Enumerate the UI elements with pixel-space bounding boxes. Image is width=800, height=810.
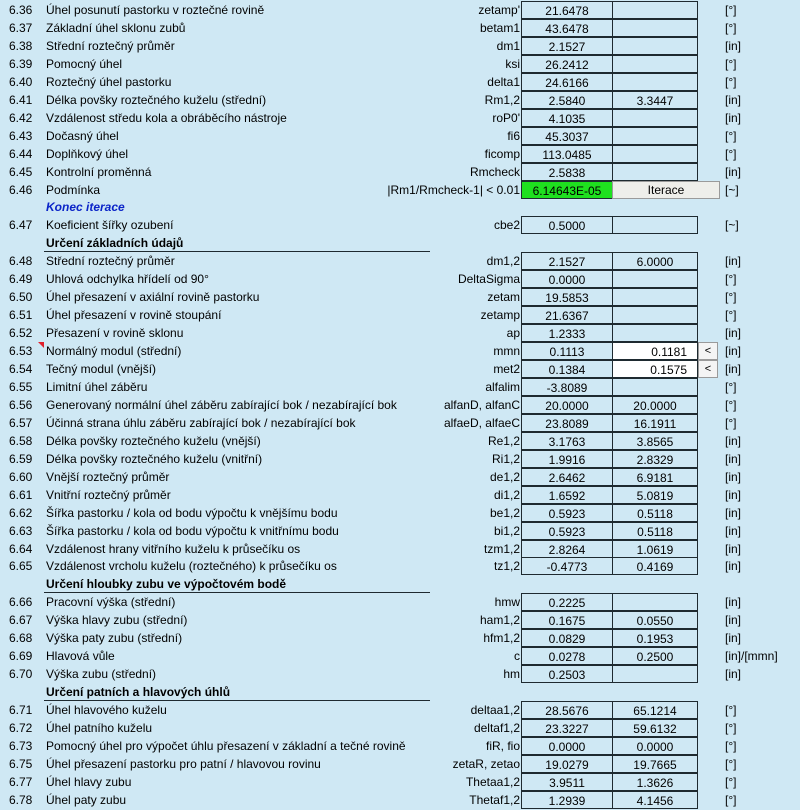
row-number: 6.40 [9,74,33,89]
row-number: 6.54 [9,362,33,376]
row-unit: [in] [725,326,742,341]
row-symbol: zetam [487,290,520,305]
row-unit: [°] [725,792,737,807]
row-description: Úhel hlavového kuželu [46,703,167,718]
row-description: Úhel hlavy zubu [46,774,132,789]
value-cell-2 [612,1,698,19]
iteration-end-label: Konec iterace [46,200,125,215]
row-unit: [in] [725,92,742,107]
row-symbol: Thetaf1,2 [469,792,520,807]
value-cell-1: 1.2939 [521,791,613,809]
row-symbol: alfalim [485,379,520,394]
row-number: 6.69 [9,649,33,664]
table-row [0,270,800,288]
iterace-button[interactable]: Iterace [612,181,720,199]
value-cell-2: 3.8565 [612,432,698,450]
table-row [0,55,800,73]
row-symbol: Rm1,2 [484,92,520,107]
value-cell-2 [612,665,698,683]
row-symbol: hfm1,2 [483,631,520,646]
table-row [0,91,800,109]
table-row [0,252,800,270]
row-number: 6.71 [9,703,33,718]
value-cell-2 [612,127,698,145]
row-number: 6.47 [9,218,33,233]
row-number: 6.63 [9,523,33,538]
row-description: Dočasný úhel [46,128,119,143]
row-symbol: deltaf1,2 [473,721,520,735]
table-row [0,522,800,540]
value-cell-2: 4.1456 [612,791,698,809]
row-description: Generovaný normální úhel záběru zabírající bok / nezabírající bok [46,397,397,412]
table-row [0,306,800,324]
row-unit: [in] [725,541,742,556]
row-unit: [°] [725,738,737,753]
table-row [0,468,800,486]
row-number: 6.64 [9,541,33,556]
section-heading: Určení základních údajů [46,236,184,251]
table-row [0,683,800,701]
table-row [0,701,800,719]
value-cell-2 [612,73,698,91]
row-number: 6.65 [9,559,33,574]
row-number: 6.49 [9,272,33,287]
value-cell-2: 6.0000 [612,252,698,270]
row-number: 6.77 [9,774,33,789]
table-row [0,629,800,647]
row-unit: [in] [725,613,742,628]
table-row [0,755,800,773]
table-row [0,234,800,252]
table-row [0,342,800,360]
copy-left-button[interactable]: < [698,342,718,360]
row-description: Střední roztečný průměr [46,38,175,53]
row-description: Úhel přesazení v rovině stoupání [46,308,222,323]
row-number: 6.66 [9,595,33,610]
row-unit: [in] [725,164,742,179]
row-number: 6.73 [9,738,33,753]
table-row [0,37,800,55]
row-unit: [in] [725,631,742,646]
row-number: 6.61 [9,487,33,502]
row-description: Šířka pastorku / kola od bodu výpočtu k vnitřnímu bodu [46,523,339,538]
row-unit: [°] [725,128,737,143]
value-cell-1: 0.0829 [521,629,613,647]
row-unit: [°] [725,3,737,17]
row-unit: [°] [725,74,737,89]
table-row [0,719,800,737]
row-symbol: zetamp [480,308,520,323]
value-cell-2 [612,55,698,73]
row-unit: [°] [725,756,737,771]
table-row [0,450,800,468]
row-number: 6.55 [9,379,33,394]
value-cell-1: 113.0485 [521,145,613,163]
value-cell-1: 0.5923 [521,504,613,522]
copy-left-button[interactable]: < [698,360,718,378]
value-cell-2: 16.1911 [612,414,698,432]
value-cell-2 [612,145,698,163]
row-description: Vzdálenost vrcholu kuželu (roztečného) k průsečíku os [46,559,337,574]
value-cell-2 [612,306,698,324]
value-cell-2: 0.5118 [612,504,698,522]
value-cell-1: 2.1527 [521,252,613,270]
row-number: 6.53 [9,344,33,359]
table-row [0,737,800,755]
row-description: Koeficient šířky ozubení [46,218,174,233]
row-description: Základní úhel sklonu zubů [46,20,186,35]
row-description: Podmínka [46,182,101,197]
row-symbol: roP0' [492,110,520,125]
row-symbol: Re1,2 [487,433,520,448]
value-cell-2: 0.4169 [612,557,698,575]
value-cell-1: 0.1113 [521,342,613,360]
row-number: 6.50 [9,290,33,305]
row-unit: [in] [725,505,742,520]
table-row [0,432,800,450]
row-number: 6.45 [9,164,33,179]
value-cell-2: 19.7665 [612,755,698,773]
row-number: 6.67 [9,613,33,628]
row-number: 6.44 [9,146,33,161]
table-row [0,378,800,396]
table-row [0,773,800,791]
row-number: 6.75 [9,756,33,771]
value-cell-1: 0.0278 [521,647,613,665]
value-cell-2: 59.6132 [612,719,698,737]
value-cell-1: 4.1035 [521,109,613,127]
row-symbol: ksi [505,56,520,71]
row-description: Úhel paty zubu [46,792,127,807]
table-row [0,486,800,504]
row-description: Kontrolní proměnná [46,164,152,179]
table-row [0,288,800,306]
value-cell-1: 2.5838 [521,163,613,181]
section-heading: Určení hloubky zubu ve výpočtovém bodě [46,577,287,592]
value-cell-1: 2.6462 [521,468,613,486]
row-number: 6.60 [9,469,33,484]
row-symbol: alfaeD, alfaeC [443,415,520,430]
value-cell-1: 0.2225 [521,593,613,611]
value-cell-1: 45.3037 [521,127,613,145]
row-symbol: tz1,2 [493,559,520,574]
row-number: 6.42 [9,110,33,125]
value-cell-1: 21.6367 [521,306,613,324]
row-unit: [in] [725,667,742,682]
table-row [0,504,800,522]
value-cell-2: 20.0000 [612,396,698,414]
row-symbol: zetaR, zetao [452,756,520,771]
row-unit: [°] [725,379,737,394]
value-cell-1: -3.8089 [521,378,613,396]
row-symbol: betam1 [479,20,520,35]
row-unit: [in] [725,469,742,484]
row-unit: [in] [725,433,742,448]
row-number: 6.39 [9,56,33,71]
row-description: Délka povšky roztečného kuželu (vnitřní) [46,451,263,466]
table-row [0,414,800,432]
value-cell-1: 1.9916 [521,450,613,468]
table-row [0,593,800,611]
row-symbol: c [514,649,520,664]
row-symbol: cbe2 [493,218,520,233]
row-symbol: mmn [493,344,520,359]
row-symbol: ap [506,326,520,341]
table-row [0,540,800,558]
row-unit: [°] [725,397,737,412]
row-symbol: ficomp [484,146,520,161]
value-cell-1: 6.14643E-05 [521,181,613,199]
value-cell-2 [612,270,698,288]
row-unit: [°] [725,20,737,35]
value-cell-1: -0.4773 [521,557,613,575]
value-cell-1: 19.5853 [521,288,613,306]
table-row [0,198,800,216]
table-row [0,575,800,593]
value-cell-2: 0.5118 [612,522,698,540]
section-heading: Určení patních a hlavových úhlů [46,685,231,700]
table-row [0,1,800,19]
value-cell-2: 3.3447 [612,91,698,109]
table-row [0,163,800,181]
value-input-2[interactable]: 0.1575 [612,360,698,378]
table-row [0,665,800,683]
row-description: Vnější roztečný průměr [46,469,170,484]
row-unit: [in] [725,38,742,53]
row-description: Vzdálenost středu kola a obráběcího nástroje [46,110,287,125]
row-unit: [in] [725,362,742,376]
table-row [0,145,800,163]
table-row [0,647,800,665]
value-cell-1: 1.6592 [521,486,613,504]
value-cell-2: 0.0000 [612,737,698,755]
value-cell-2 [612,288,698,306]
row-description: Délka povšky roztečného kuželu (vnější) [46,433,261,448]
table-row [0,73,800,91]
value-cell-1: 20.0000 [521,396,613,414]
row-number: 6.36 [9,3,33,17]
row-unit: [°] [725,415,737,430]
value-cell-1: 23.3227 [521,719,613,737]
row-unit: [°] [725,703,737,718]
value-cell-1: 0.5000 [521,216,613,234]
value-cell-2: 1.0619 [612,540,698,558]
row-unit: [°] [725,56,737,71]
row-description: Limitní úhel záběru [46,379,148,394]
row-number: 6.58 [9,433,33,448]
value-cell-1: 24.6166 [521,73,613,91]
value-cell-1: 0.1384 [521,360,613,378]
row-description: Úhel patního kuželu [46,721,153,735]
row-number: 6.52 [9,326,33,341]
row-symbol: deltaa1,2 [470,703,520,718]
row-description: Normálný modul (střední) [46,344,182,359]
row-number: 6.59 [9,451,33,466]
row-symbol: zetamp' [478,3,520,17]
value-cell-1: 28.5676 [521,701,613,719]
row-number: 6.38 [9,38,33,53]
row-unit: [in] [725,110,742,125]
row-unit: [°] [725,308,737,323]
value-cell-1: 0.1675 [521,611,613,629]
table-row [0,324,800,342]
value-cell-2: 0.0550 [612,611,698,629]
row-symbol: dm1 [496,38,520,53]
value-cell-2 [612,37,698,55]
row-unit: [°] [725,721,737,735]
row-number: 6.72 [9,721,33,735]
value-cell-1: 26.2412 [521,55,613,73]
row-number: 6.62 [9,505,33,520]
value-cell-1: 21.6478 [521,1,613,19]
row-symbol: hmw [494,595,520,610]
value-cell-2 [612,163,698,181]
row-description: Šířka pastorku / kola od bodu výpočtu k vnějšímu bodu [46,505,338,520]
row-unit: [in]/[mmn] [725,649,778,664]
row-number: 6.57 [9,415,33,430]
row-number: 6.70 [9,667,33,682]
table-row [0,127,800,145]
row-unit: [~] [725,218,739,233]
row-symbol: fi6 [507,128,520,143]
row-number: 6.56 [9,397,33,412]
row-description: Přesazení v rovině sklonu [46,326,184,341]
value-cell-2 [612,324,698,342]
row-number: 6.37 [9,20,33,35]
table-row [0,611,800,629]
table-row [0,181,800,199]
row-symbol: Rmcheck [469,164,520,179]
value-cell-1: 0.2503 [521,665,613,683]
value-cell-2 [612,593,698,611]
value-cell-2: 1.3626 [612,773,698,791]
row-symbol: met2 [493,362,520,376]
row-description: Vnitřní roztečný průměr [46,487,171,502]
value-cell-1: 0.5923 [521,522,613,540]
value-cell-2: 5.0819 [612,486,698,504]
row-description: Tečný modul (vnější) [46,362,157,376]
value-cell-1: 0.0000 [521,270,613,288]
row-number: 6.41 [9,92,33,107]
row-unit: [°] [725,146,737,161]
row-description: Výška zubu (střední) [46,667,157,682]
row-symbol: |Rm1/Rmcheck-1| < 0.01 [387,182,520,197]
row-description: Vzdálenost hrany vitřního kuželu k průsečíku os [46,541,301,556]
value-cell-1: 1.2333 [521,324,613,342]
row-symbol: di1,2 [493,487,520,502]
table-row [0,557,800,575]
row-symbol: be1,2 [489,505,520,520]
row-symbol: fiR, fio [485,738,520,753]
row-number: 6.68 [9,631,33,646]
value-cell-2: 65.1214 [612,701,698,719]
value-cell-2: 0.1953 [612,629,698,647]
row-unit: [in] [725,559,742,574]
row-unit: [°] [725,774,737,789]
row-unit: [in] [725,344,742,359]
row-number: 6.46 [9,182,33,197]
value-cell-2 [612,109,698,127]
row-symbol: Thetaa1,2 [465,774,520,789]
value-cell-1: 43.6478 [521,19,613,37]
row-unit: [in] [725,254,742,269]
value-cell-2: 6.9181 [612,468,698,486]
value-cell-1: 19.0279 [521,755,613,773]
row-symbol: dm1,2 [486,254,520,269]
value-cell-2: 2.8329 [612,450,698,468]
value-cell-1: 23.8089 [521,414,613,432]
table-row [0,360,800,378]
row-symbol: bi1,2 [493,523,520,538]
value-cell-1: 0.0000 [521,737,613,755]
row-unit: [in] [725,487,742,502]
value-cell-1: 2.8264 [521,540,613,558]
value-cell-2 [612,216,698,234]
row-symbol: ham1,2 [479,613,520,628]
row-description: Účinná strana úhlu záběru zabírající bok / nezabírající bok [46,415,356,430]
value-cell-2 [612,378,698,396]
row-symbol: hm [503,667,520,682]
row-symbol: tzm1,2 [483,541,520,556]
row-description: Pomocný úhel [46,56,123,71]
value-cell-1: 2.5840 [521,91,613,109]
row-description: Doplňkový úhel [46,146,129,161]
value-cell-2 [612,19,698,37]
row-description: Střední roztečný průměr [46,254,175,269]
table-row [0,396,800,414]
value-cell-1: 3.1763 [521,432,613,450]
row-unit: [in] [725,523,742,538]
row-unit: [~] [725,182,739,197]
table-row [0,216,800,234]
row-description: Uhlová odchylka hřídelí od 90° [46,272,209,287]
row-description: Hlavová vůle [46,649,115,664]
value-cell-2: 0.2500 [612,647,698,665]
row-description: Pomocný úhel pro výpočet úhlu přesazení v základní a tečné rovině [46,738,406,753]
row-symbol: DeltaSigma [457,272,520,287]
row-unit: [°] [725,272,737,287]
value-cell-1: 3.9511 [521,773,613,791]
value-input-2[interactable]: 0.1181 [612,342,698,360]
row-description: Roztečný úhel pastorku [46,74,172,89]
row-unit: [°] [725,290,737,305]
row-description: Úhel přesazení v axiální rovině pastorku [46,290,260,305]
table-row [0,791,800,809]
row-description: Výška hlavy zubu (střední) [46,613,188,628]
row-number: 6.51 [9,308,33,323]
row-symbol: de1,2 [489,469,520,484]
row-description: Výška paty zubu (střední) [46,631,183,646]
row-unit: [in] [725,595,742,610]
row-description: Délka povšky roztečného kuželu (střední) [46,92,267,107]
row-description: Úhel přesazení pastorku pro patní / hlavovou rovinu [46,756,321,771]
table-row [0,109,800,127]
row-unit: [in] [725,451,742,466]
row-symbol: Ri1,2 [491,451,520,466]
value-cell-1: 2.1527 [521,37,613,55]
row-symbol: alfanD, alfanC [443,397,520,412]
table-row [0,19,800,37]
row-description: Úhel posunutí pastorku v roztečné rovině [46,3,265,17]
row-description: Pracovní výška (střední) [46,595,176,610]
row-number: 6.48 [9,254,33,269]
row-symbol: delta1 [487,74,520,89]
row-number: 6.78 [9,792,33,807]
row-number: 6.43 [9,128,33,143]
